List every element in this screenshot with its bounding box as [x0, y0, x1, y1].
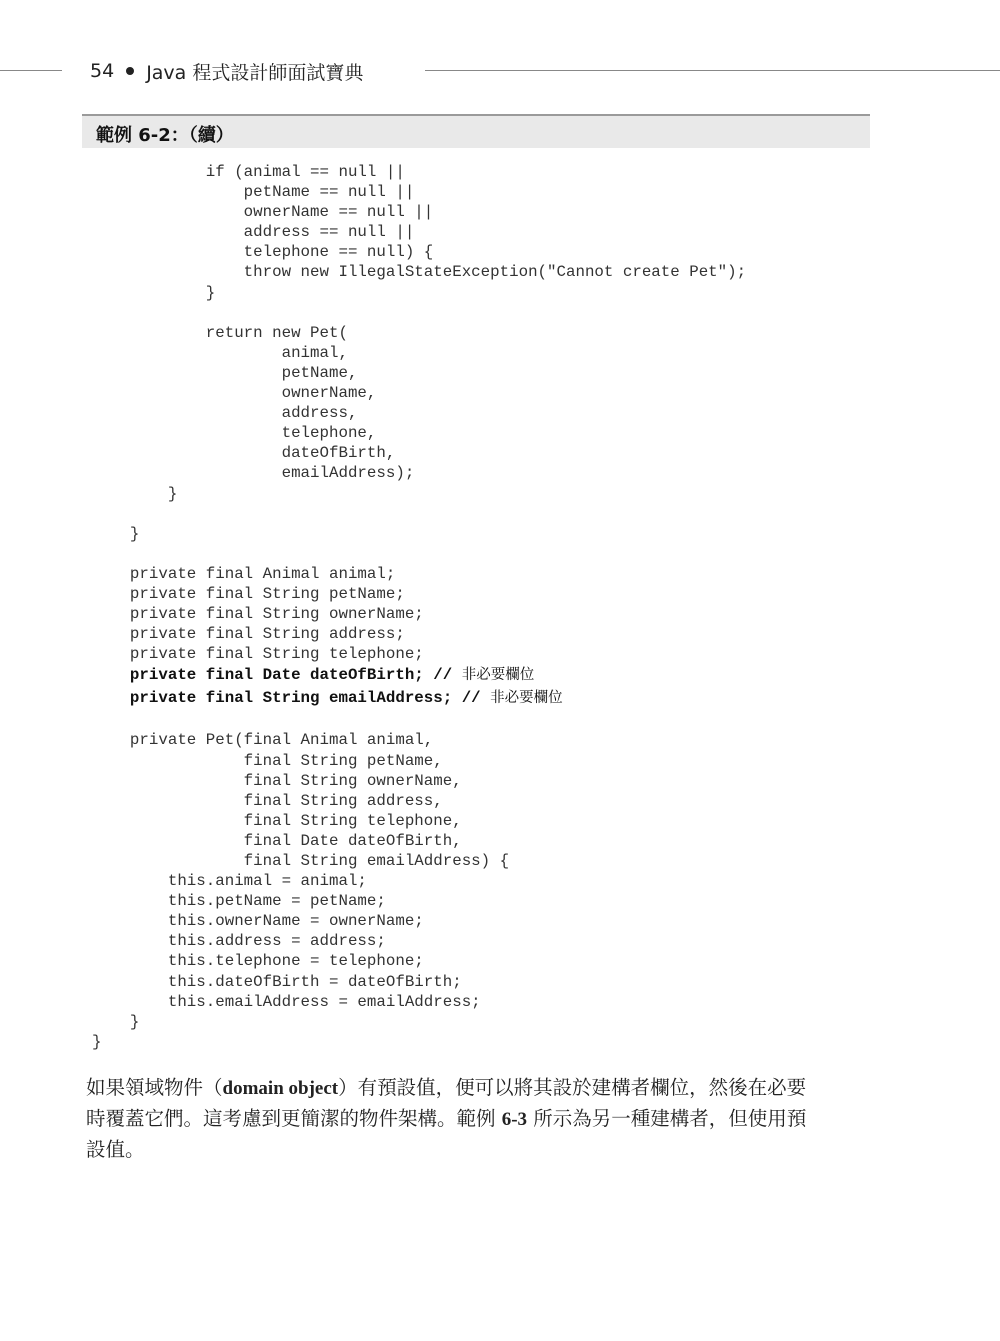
code-text: this.emailAddress = emailAddress; — [92, 992, 481, 1011]
paragraph-term: domain object — [222, 1078, 339, 1099]
code-text: final String telephone, — [92, 811, 462, 830]
code-text: } — [92, 1032, 102, 1051]
code-text: return new Pet( — [92, 323, 348, 342]
code-comment: 非必要欄位 — [490, 690, 563, 707]
code-line — [92, 343, 892, 363]
code-text: private final Animal animal; — [92, 564, 396, 583]
code-line — [92, 463, 892, 483]
code-text: this.animal = animal; — [92, 872, 367, 891]
code-comment: 非必要欄位 — [461, 667, 535, 684]
paragraph-line-1 — [86, 1072, 876, 1103]
code-line — [92, 484, 892, 504]
code-text: ownerName, — [92, 384, 377, 403]
code-text: this.telephone = telephone; — [92, 952, 424, 971]
code-line — [92, 242, 892, 262]
code-line — [92, 504, 892, 524]
code-text: private final Date dateOfBirth; // — [92, 666, 462, 685]
code-line — [92, 383, 892, 403]
code-line — [92, 222, 892, 242]
code-line — [92, 524, 892, 544]
code-text: address, — [92, 404, 358, 423]
code-line — [92, 791, 892, 811]
code-text: final Date dateOfBirth, — [92, 831, 462, 850]
code-text: this.address = address; — [92, 932, 386, 951]
example-reference: 6-3 — [501, 1109, 528, 1130]
code-text: petName == null || — [92, 183, 415, 202]
code-line — [92, 363, 892, 383]
code-text: } — [92, 524, 140, 543]
paragraph-line-3 — [86, 1134, 876, 1165]
code-line — [92, 972, 892, 992]
code-text: final String address, — [92, 791, 443, 810]
bullet-separator — [126, 67, 134, 75]
code-text: private Pet(final Animal animal, — [92, 731, 434, 750]
code-line — [92, 202, 892, 222]
code-line — [92, 544, 892, 564]
code-line — [92, 811, 892, 831]
code-text: if (animal == null || — [92, 163, 405, 181]
code-line — [92, 771, 892, 791]
header-rule-left — [0, 70, 62, 71]
code-line — [92, 951, 892, 971]
code-line — [92, 871, 892, 891]
code-text: final String petName, — [92, 751, 443, 770]
code-line — [92, 423, 892, 443]
page-number: 54 — [90, 60, 115, 82]
paragraph-line-2 — [86, 1103, 876, 1134]
header-rule-right — [425, 70, 1000, 71]
code-text: private final String telephone; — [92, 645, 424, 664]
code-text: private final String emailAddress; // — [92, 689, 491, 708]
code-line — [92, 1012, 892, 1032]
code-line — [92, 730, 892, 750]
code-text: animal, — [92, 343, 348, 362]
code-line — [92, 323, 892, 343]
code-text: } — [92, 283, 216, 302]
code-text: final String ownerName, — [92, 771, 462, 790]
code-line — [92, 911, 892, 931]
code-text: this.ownerName = ownerName; — [92, 912, 424, 931]
code-line — [92, 182, 892, 202]
code-line — [92, 664, 892, 687]
code-line — [92, 831, 892, 851]
code-text: telephone == null) { — [92, 243, 434, 262]
code-text: emailAddress); — [92, 464, 415, 483]
example-caption-band — [82, 114, 870, 148]
code-line — [92, 604, 892, 624]
code-text: private final String address; — [92, 625, 405, 644]
code-text: this.dateOfBirth = dateOfBirth; — [92, 972, 462, 991]
code-line — [92, 1032, 892, 1052]
code-text: petName, — [92, 363, 358, 382]
code-line — [92, 584, 892, 604]
code-line — [92, 644, 892, 664]
code-text: throw new IllegalStateException("Cannot create Pet"); — [92, 263, 747, 282]
code-text: private final String ownerName; — [92, 605, 424, 624]
paragraph-text: 設值。 — [86, 1138, 145, 1161]
paragraph-text: ）有預設值，便可以將其設於建構者欄位，然後在必要 — [338, 1076, 807, 1099]
code-line — [92, 992, 892, 1012]
code-line — [92, 262, 892, 282]
code-listing — [92, 162, 892, 1052]
example-caption: 範例 6-2：（續） — [96, 125, 234, 146]
running-header — [90, 56, 363, 86]
code-line — [92, 403, 892, 423]
code-line — [92, 624, 892, 644]
code-text: ownerName == null || — [92, 203, 434, 222]
code-line — [92, 162, 892, 182]
code-line — [92, 710, 892, 730]
paragraph-text: 時覆蓋它們。這考慮到更簡潔的物件架構。範例 — [86, 1107, 502, 1130]
paragraph-text: 所示為另一種建構者，但使用預 — [527, 1107, 807, 1130]
code-text: this.petName = petName; — [92, 892, 386, 911]
code-line — [92, 931, 892, 951]
code-text: dateOfBirth, — [92, 444, 396, 463]
code-line — [92, 283, 892, 303]
code-line — [92, 564, 892, 584]
body-paragraph — [86, 1072, 876, 1165]
code-text: final String emailAddress) { — [92, 852, 510, 870]
paragraph-text: 如果領域物件（ — [86, 1076, 223, 1099]
code-line — [92, 751, 892, 771]
code-line — [92, 891, 892, 911]
code-line — [92, 303, 892, 323]
code-text: } — [92, 484, 178, 503]
code-text: telephone, — [92, 424, 377, 443]
code-line — [92, 687, 892, 710]
code-text: private final String petName; — [92, 584, 405, 603]
code-line — [92, 851, 892, 871]
code-line — [92, 443, 892, 463]
code-text: } — [92, 1012, 140, 1031]
code-text: address == null || — [92, 223, 415, 242]
book-title: Java 程式設計師面試寶典 — [146, 61, 364, 84]
